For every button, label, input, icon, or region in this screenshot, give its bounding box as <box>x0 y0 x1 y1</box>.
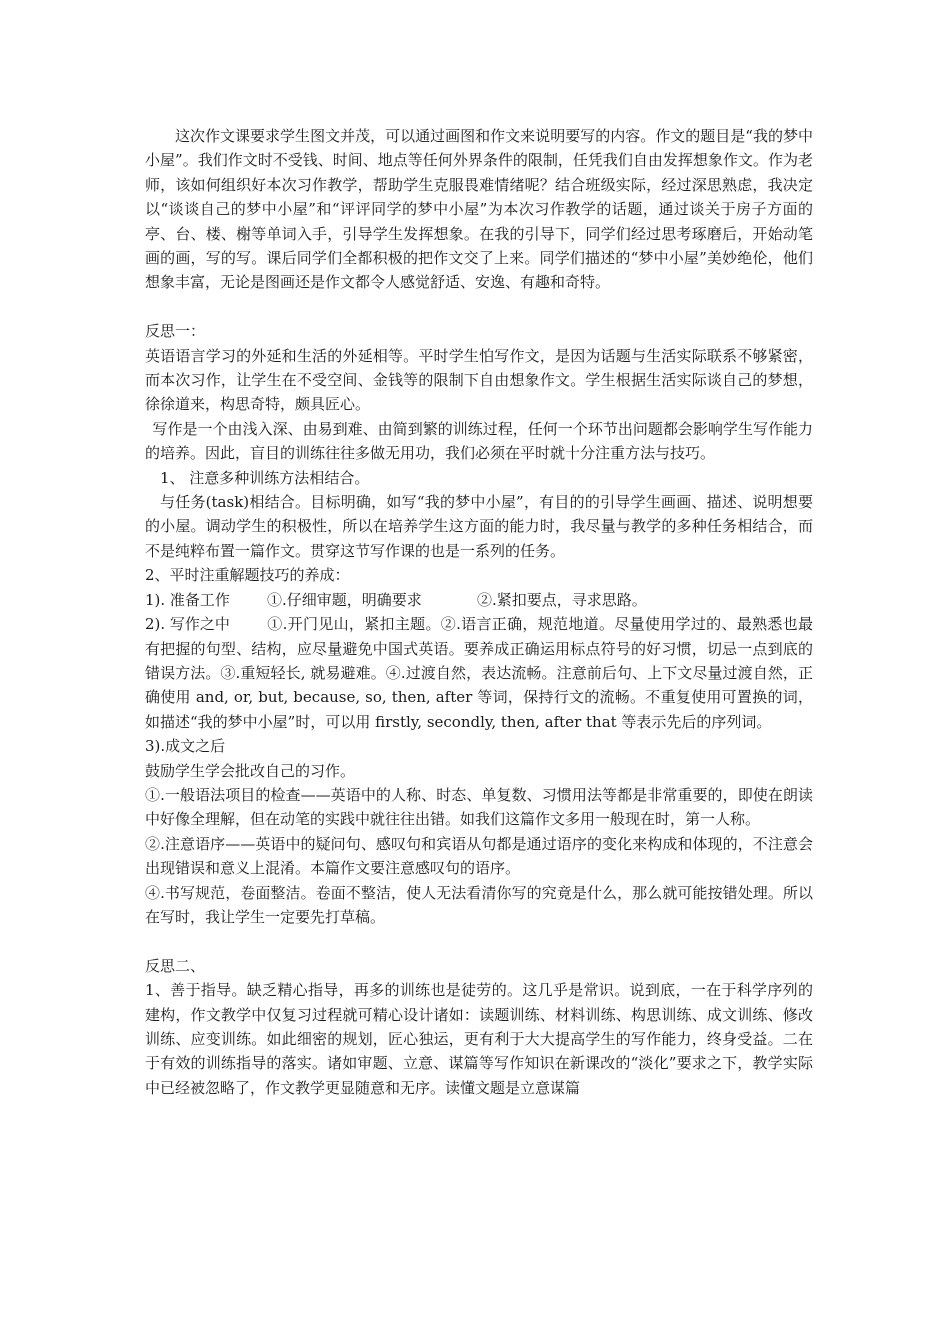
paragraph-gap <box>145 295 813 319</box>
step2-row <box>145 612 813 734</box>
step1-row <box>145 588 813 612</box>
reflection1-paragraph-1: 英语语言学习的外延和生活的外延相等。平时学生怕写作文，是因为话题与生活实际联系不够紧密，而本次习作，让学生在不受空间、金钱等的限制下自由想象作文。学生根据生活实际谈自己的梦想，徐徐道来，构思奇特，颇具匠心。 <box>145 346 813 414</box>
point1-body: 与任务(task)相结合。目标明确，如写“我的梦中小屋”，有目的的引导学生画画、描述、说明想要的小屋。调动学生的积极性，所以在培养学生这方面的能力时，我尽量与教学的多种任务相结合，而不是纯粹布置一篇作文。贯穿这节写作课的也是一系列的任务。 <box>145 493 813 560</box>
step2-label: 2). 写作之中 <box>145 615 230 634</box>
step1-label: 1). 准备工作 <box>145 590 230 609</box>
reflection1-paragraph-2: 写作是一个由浅入深、由易到难、由简到繁的训练过程，任何一个环节出问题都会影响学生写作能力的培养。因此，盲目的训练往往多做无用功，我们必须在平时就十分注重方法与技巧。 <box>145 419 813 463</box>
check-item-2: ②.注意语序——英语中的疑问句、感叹句和宾语从句都是通过语序的变化来构成和体现的，不注意会出现错误和意义上混淆。本篇作文要注意感叹句的语序。 <box>145 834 813 878</box>
check-item-4: ④.书写规范，卷面整洁。卷面不整洁，使人无法看清你写的究竟是什么，那么就可能按错处理。所以在写时，我让学生一定要先打草稿。 <box>145 883 813 926</box>
reflection2-heading: 反思二、 <box>145 956 206 975</box>
step2-body: ①.开门见山，紧扣主题。②.语言正确，规范地道。尽量使用学过的、最熟悉也最有把握的句型、结构，应尽量避免中国式英语。要养成正确运用标点符号的好习惯，切忌一点到底的错误方法。③.重短轻长, 就易避难。④.过渡自然，表达流畅。注意前后句、上下文尽量过渡自然，正确使用 and, or, but, because, so, then, after 等词，保持行文的流畅。不重复使用可置换的词，如描述“我的梦中小屋”时，可以用 firstly, secondly, then, after that 等表示先后的序列词。 <box>145 615 813 731</box>
reflection1-heading: 反思一： <box>145 322 206 341</box>
check-item-1: ①.一般语法项目的检查——英语中的人称、时态、单复数、习惯用法等都是非常重要的，即使在朗读中好像全理解，但在动笔的实践中就往往出错。如我们这篇作文多用一般现在时，第一人称。 <box>145 785 813 829</box>
point1-heading: 1、 注意多种训练方法相结合。 <box>160 468 370 487</box>
intro-paragraph: 这次作文课要求学生图文并茂，可以通过画图和作文来说明要写的内容。作文的题目是“我的梦中小屋”。我们作文时不受钱、时间、地点等任何外界条件的限制，任凭我们自由发挥想象作文。作为老师，该如何组织好本次习作教学，帮助学生克服畏难情绪呢？结合班级实际，经过深思熟虑，我决定以“谈谈自己的梦中小屋”和“评评同学的梦中小屋”为本次习作教学的话题，通过谈关于房子方面的亭、台、楼、榭等单词入手，引导学生发挥想象。在我的引导下，同学们经过思考琢磨后，开始动笔画的画，写的写。课后同学们全都积极的把作文交了上来。同学们描述的“梦中小屋”美妙绝伦，他们想象丰富，无论是图画还是作文都令人感觉舒适、安逸、有趣和奇特。 <box>145 127 813 292</box>
step1-item-a: ①.仔细审题，明确要求 <box>267 590 422 609</box>
step3-intro: 鼓励学生学会批改自己的习作。 <box>145 761 356 780</box>
point2-heading: 2、平时注重解题技巧的养成： <box>145 566 350 585</box>
paragraph-gap <box>145 929 813 953</box>
reflection2-paragraph-1: 1、善于指导。缺乏精心指导，再多的训练也是徒劳的。这几乎是常识。说到底，一在于科学序列的建构，作文教学中仅复习过程就可精心设计诸如：读题训练、材料训练、构思训练、成文训练、修改训练、应变训练。如此细密的规划，匠心独运，更有利于大大提高学生的写作能力，终身受益。二在于有效的训练指导的落实。诸如审题、立意、谋篇等写作知识在新课改的“淡化”要求之下，教学实际中已经被忽略了，作文教学更显随意和无序。读懂文题是立意谋篇 <box>145 981 813 1097</box>
document-body <box>145 124 813 1100</box>
step1-item-b: ②.紧扣要点，寻求思路。 <box>477 590 647 609</box>
step3-heading: 3).成文之后 <box>145 737 226 756</box>
